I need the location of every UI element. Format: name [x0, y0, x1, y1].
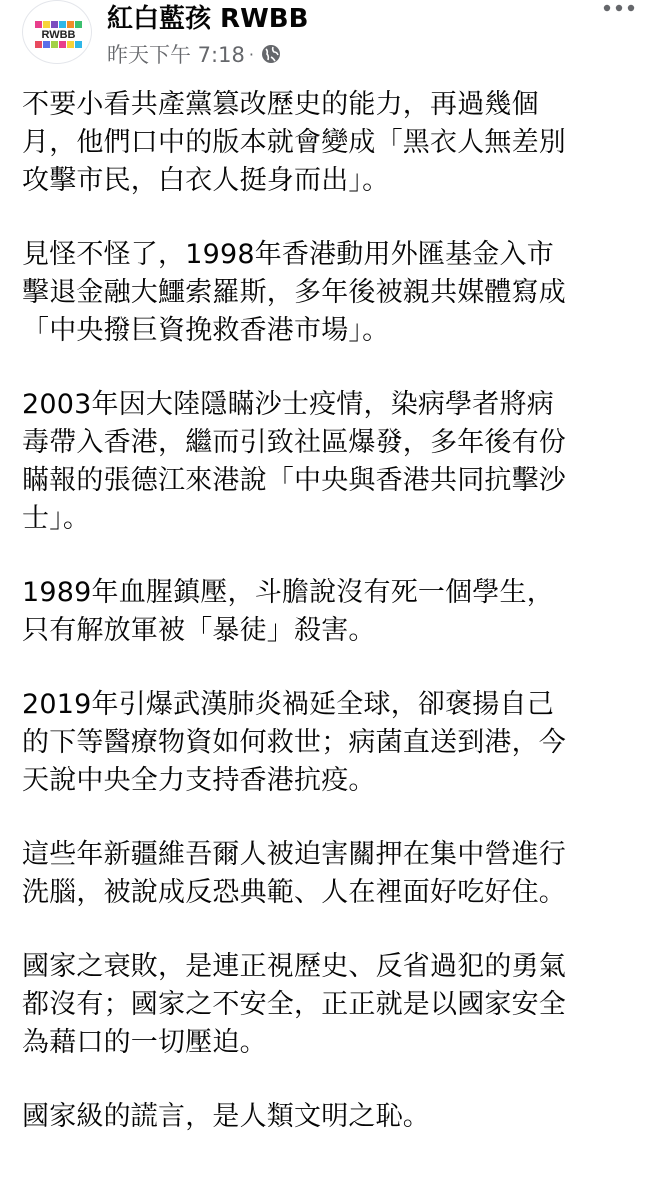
page-name[interactable]: 紅白藍孩 RWBB — [107, 4, 309, 34]
post-paragraph: 2019年引爆武漢肺炎禍延全球，卻褒揚自己 的下等醫療物資如何救世；病菌直送到港，今 天說中央全力支持香港抗疫。 — [22, 689, 566, 796]
post-text — [22, 86, 642, 1172]
rwbb-logo — [23, 1, 92, 64]
post-meta — [107, 40, 282, 68]
post-paragraph: 2003年因大陸隱瞞沙士疫情，染病學者將病 毒帶入香港，繼而引致社區爆發，多年後有份 瞞報的張德江來港說「中央與香港共同抗擊沙 士」。 — [22, 389, 566, 534]
avatar[interactable] — [22, 0, 92, 64]
post-header — [0, 0, 659, 80]
avatar-text: RWBB — [41, 29, 76, 41]
post-paragraph: 不要小看共產黨篡改歷史的能力，再過幾個 月，他們口中的版本就會變成「黑衣人無差別 攻擊市民，白衣人挺身而出」。 — [22, 89, 566, 196]
more-options-icon — [601, 0, 637, 20]
timestamp[interactable]: 昨天下午 7:18 — [107, 43, 245, 67]
meta-separator: · — [248, 44, 254, 64]
more-options-button[interactable] — [601, 0, 637, 20]
post-paragraph: 國家級的謊言，是人類文明之恥。 — [22, 1101, 430, 1132]
post-paragraph: 這些年新疆維吾爾人被迫害關押在集中營進行 洗腦，被說成反恐典範、人在裡面好吃好住。 — [22, 839, 566, 908]
post-paragraph: 見怪不怪了，1998年香港動用外匯基金入市 擊退金融大鱷索羅斯，多年後被親共媒體寫成 「中央撥巨資挽救香港市場」。 — [22, 239, 566, 346]
post-paragraph: 國家之衰敗，是連正視歷史、反省過犯的勇氣 都沒有；國家之不安全，正正就是以國家安全 為藉口的一切壓迫。 — [22, 951, 566, 1058]
post-paragraph: 1989年血腥鎮壓，斗膽說沒有死一個學生， 只有解放軍被「暴徒」殺害。 — [22, 577, 554, 646]
globe-icon[interactable] — [260, 43, 282, 65]
